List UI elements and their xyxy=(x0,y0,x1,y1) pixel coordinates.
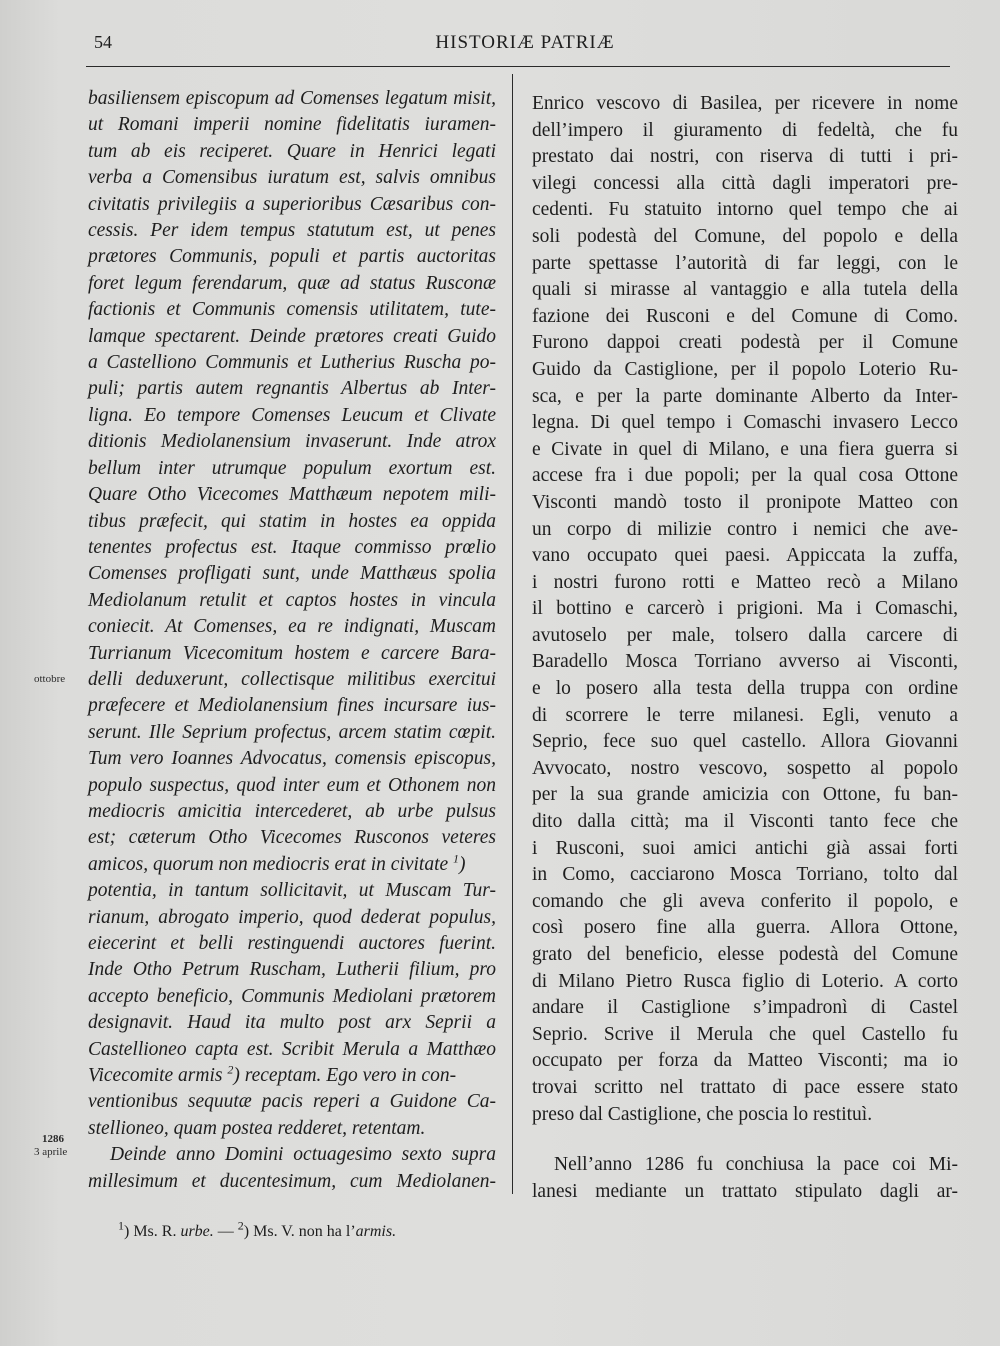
latin-line: rianum, abrogato imperio, quod dederat populus, xyxy=(88,906,496,928)
latin-line: lamque spectarent. Deinde prætores creati Guido xyxy=(88,325,496,347)
italian-line: i nostri furono rotti e Matteo recò a Milano xyxy=(532,571,958,593)
latin-line: præfecere et Mediolanensium fines incursare ius- xyxy=(88,695,496,717)
italian-line: dell’impero il giuramento di fedeltà, che fu xyxy=(532,119,958,141)
latin-line-text: amicos, quorum non mediocris erat in civitate xyxy=(88,853,449,875)
italian-line: fazione dei Rusconi e del Comune di Como. xyxy=(532,305,958,327)
italian-line: Guido da Castiglione, per il popolo Loterio Ru- xyxy=(532,358,958,380)
latin-line-with-note xyxy=(88,1063,496,1089)
running-title: HISTORIÆ PATRIÆ xyxy=(435,32,615,53)
italian-line: lanesi mediante un trattato stipulato dagli ar- xyxy=(532,1180,958,1202)
italian-line: Furono dappoi creati podestà per il Comune xyxy=(532,332,958,354)
latin-line: foret legum ferendarum, quæ ad status Rusconæ xyxy=(88,272,496,294)
margin-note-year: 1286 xyxy=(42,1133,64,1145)
latin-line: ut Romani imperii nomine fidelitatis iuramen- xyxy=(88,114,496,136)
footnote-mark-1: 1 xyxy=(118,1218,124,1233)
footnote-2-word: armis. xyxy=(355,1223,397,1240)
italian-line: sca, e per la parte dominante Alberto da Inter- xyxy=(532,385,958,407)
footnote-2-text: ) Ms. V. non ha l’ xyxy=(243,1223,356,1240)
italian-line: Nell’anno 1286 fu conchiusa la pace coi Mi- xyxy=(554,1154,958,1176)
latin-line: a Castelliono Communis et Lutherius Ruscha po- xyxy=(88,352,496,374)
margin-note-ottobre: ottobre xyxy=(34,673,66,685)
latin-column xyxy=(88,86,496,1195)
italian-line: di Milano Pietro Rusca figlio di Loterio. A corto xyxy=(532,970,958,992)
italian-line: Baradello Mosca Torriano avverso ai Visconti, xyxy=(532,651,958,673)
latin-line: civitatis privilegiis a superioribus Cæsaribus con- xyxy=(88,193,496,215)
footnote-ref-close: ) xyxy=(459,853,466,875)
latin-line: eiecerint et belli restinguendi auctores fuerint. xyxy=(88,933,496,954)
italian-line: Seprio, fece suo quel castello. Allora Giovanni xyxy=(532,731,958,753)
footnote-ref-2: 2 xyxy=(227,1062,234,1077)
latin-line: Deinde anno Domini octuagesimo sexto supra xyxy=(110,1144,496,1166)
italian-line: un corpo di milizie contro i nemici che ave- xyxy=(532,518,958,540)
latin-line: Mediolanum retulit et captos hostes in vincula xyxy=(88,589,496,611)
header-rule xyxy=(86,66,950,67)
latin-line-with-note xyxy=(88,852,496,878)
latin-line: delli deduxerunt, collectisque militibus exercitui xyxy=(88,668,496,690)
margin-note-date: 3 aprile xyxy=(34,1146,68,1158)
page-number: 54 xyxy=(94,32,112,52)
italian-line: accese fra i due popoli; per la qual cosa Ottone xyxy=(532,465,958,487)
latin-line: Comenses profligati sunt, unde Matthæus spolia xyxy=(88,563,496,585)
italian-line: e Civate in quel di Milano, e una fiera guerra si xyxy=(532,438,958,460)
latin-line: factionis et Communis comensis utilitatem, tute- xyxy=(88,299,496,321)
latin-line: ligna. Eo tempore Comenses Leucum et Clivate xyxy=(88,404,496,426)
latin-line: Inde Otho Petrum Rusсham, Lutherii filium, pro xyxy=(88,959,496,981)
footnotes xyxy=(118,1218,397,1241)
latin-line: ditionis Mediolanensium invaserunt. Inde atrox xyxy=(88,431,496,453)
latin-line: bellum inter utrumque populum exortum est. xyxy=(88,457,496,479)
latin-line-text: Vicecomite armis xyxy=(88,1065,223,1087)
latin-line: designavit. Haud ita multo post arx Seprii a xyxy=(88,1012,496,1034)
italian-line: trovai scritto nel trattato di pace essere stato xyxy=(532,1076,958,1098)
footnote-ref-1: 1 xyxy=(453,851,460,866)
italian-line: così posero fine alla guerra. Allora Ottone, xyxy=(532,917,958,939)
latin-line: cessis. Per idem tempus statutum est, ut penes xyxy=(88,220,496,242)
latin-line: verba a Comensibus iuratum est, salvis omnibus xyxy=(88,167,496,189)
italian-line: comando che gli aveva conferito il popolo, e xyxy=(532,890,958,912)
italian-line: dito dalla città; ma il Visconti tanto fece che xyxy=(532,811,958,833)
italian-line: Visconti mandò tosto il pronipote Matteo con xyxy=(532,491,958,513)
italian-line: andare il Castiglione s’impadronì di Castel xyxy=(532,997,958,1019)
italian-line: avutoselo per male, tolsero dalla carcere di xyxy=(532,624,958,646)
column-divider xyxy=(512,74,513,1194)
italian-line: soli podestà del Comune, del popolo e della xyxy=(532,225,958,247)
latin-line: Tum vero Ioannes Advocatus, comensis episcopus, xyxy=(88,748,496,770)
latin-line: stellioneo, quam postea redderet, retentam. xyxy=(88,1117,426,1139)
latin-line: coniecit. At Comenses, ea re indignati, Muscam xyxy=(88,616,496,638)
italian-line: quali si mirasse al vantaggio e alla tutela della xyxy=(532,279,958,301)
paragraph-gap xyxy=(532,1128,958,1152)
latin-line: tenentes profectus est. Itaque commisso prœlio xyxy=(88,536,496,558)
italian-column xyxy=(532,91,958,1205)
latin-line: est; cæterum Otho Vicecomes Rusconos veteres xyxy=(88,827,496,849)
italian-line: i Rusconi, suoi amici antichi già assai forti xyxy=(532,837,958,859)
latin-line: Turrianum Vicecomitum hostem e carcere Bara- xyxy=(88,642,496,664)
italian-line: Enrico vescovo di Basilea, per ricevere in nome xyxy=(532,93,958,114)
latin-line: basiliensem episcopum ad Comenses legatum misit, xyxy=(88,88,496,109)
italian-line: e lo posero alla testa della truppa con ordine xyxy=(532,678,958,700)
latin-line: serunt. Ille Seprium profectus, arcem statim cœpit. xyxy=(88,721,496,743)
latin-line: prætores Communis, populi et partis auctoritas xyxy=(88,246,496,268)
latin-line: Castellioneo capta est. Scribit Merula a Matthæo xyxy=(88,1038,496,1060)
italian-line: il bottino e carcerò i prigioni. Ma i Comaschi, xyxy=(532,598,958,620)
italian-line: in Como, cacciarono Mosca Torriano, tolto dal xyxy=(532,864,958,886)
latin-line: potentia, in tantum sollicitavit, ut Muscam Tur- xyxy=(88,880,496,902)
italian-line: vilegi concessi alla città dagli imperatori pre- xyxy=(532,172,958,194)
latin-line: mediocris amicitia intercederet, ab urbe pulsus xyxy=(88,800,496,822)
italian-line: vano occupato quei paesi. Appiccata la zuffa, xyxy=(532,545,958,567)
italian-line: Seprio. Scrive il Merula che quel Castello fu xyxy=(532,1023,958,1045)
footnote-1-text: ) Ms. R. xyxy=(124,1223,181,1240)
footnote-mark-2: 2 xyxy=(237,1218,244,1233)
footnote-separator: — xyxy=(213,1223,238,1240)
latin-line: Quare Otho Vicecomes Matthæum nepotem mili- xyxy=(88,484,496,506)
italian-line: parte spettasse l’autorità di far leggi, con le xyxy=(532,252,958,274)
footnote-1-word: urbe. xyxy=(180,1223,214,1240)
latin-line-tail: ) receptam. Ego vero in con- xyxy=(233,1065,457,1087)
latin-line: populo suspectus, quod inter eum et Othonem non xyxy=(88,774,496,796)
italian-line: Avvocato, nostro vescovo, sospetto al popolo xyxy=(532,757,958,779)
latin-line: tibus præfecit, qui statim in hostes ea oppida xyxy=(88,510,496,532)
italian-line: cedenti. Fu statuito intorno quel tempo che ai xyxy=(532,199,958,221)
italian-line: legna. Di quel tempo i Comaschi invasero Lecco xyxy=(532,412,958,434)
latin-line: ventionibus sequutæ pacis reperi a Guidone Ca- xyxy=(88,1091,496,1113)
latin-line: millesimum et ducentesimum, cum Mediolanen- xyxy=(88,1170,496,1192)
italian-line: preso dal Castiglione, che poscia lo restituì. xyxy=(532,1103,873,1125)
italian-line: occupato per forza da Matteo Visconti; ma io xyxy=(532,1050,958,1072)
italian-line: di scorrere le terre milanesi. Egli, venuto a xyxy=(532,704,958,726)
italian-line: grato del beneficio, elesse podestà del Comune xyxy=(532,944,958,965)
latin-line: tum ab eis reciperet. Quare in Henrici legati xyxy=(88,140,496,162)
italian-line: per la sua grande amicizia con Ottone, fu ban- xyxy=(532,784,958,806)
latin-line: accepto beneficio, Communis Mediolani prætorem xyxy=(88,985,496,1007)
italian-line: prestato dai nostri, con riserva di tutti i pri- xyxy=(532,146,958,168)
latin-line: puli; partis autem regnantis Albertus ab Inter- xyxy=(88,378,496,400)
